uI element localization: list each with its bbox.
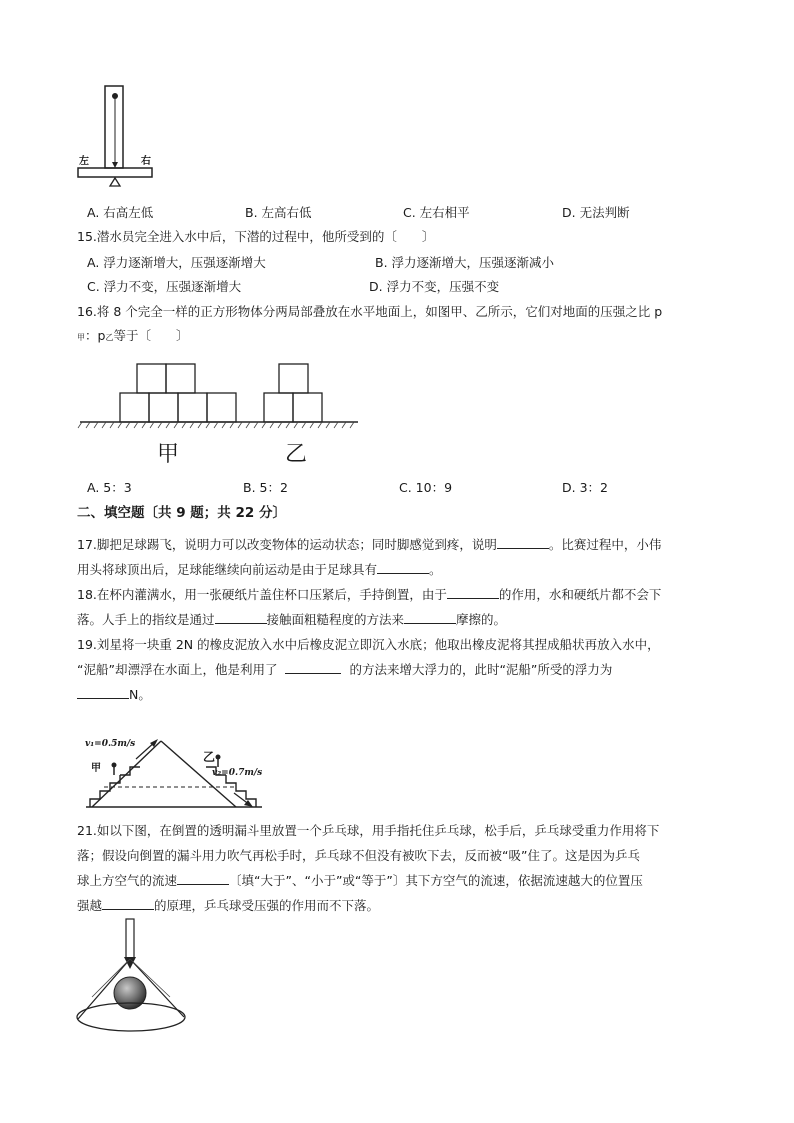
q15-option-b: B. 浮力逐渐增大，压强逐渐减小 xyxy=(375,255,555,270)
q16-sub-yi: 乙 xyxy=(105,333,114,342)
q14-option-d: D. 无法判断 xyxy=(562,205,630,220)
q16-ratio-sep: ：p xyxy=(85,328,106,343)
q19-blank-1[interactable] xyxy=(285,661,341,674)
fig14-right-label: 右 xyxy=(141,156,151,167)
q17-line1 xyxy=(77,535,661,555)
fig14-left-label: 左 xyxy=(79,156,89,167)
q18-text-e: 摩擦的。 xyxy=(456,612,507,627)
q18-line1 xyxy=(77,585,661,605)
q19-text-c: N。 xyxy=(129,687,151,702)
q14-option-c: C. 左右相平 xyxy=(403,205,470,220)
q21-text-b: 〔填“大于”、“小于”或“等于”〕其下方空气的流速，依据流速越大的位置压 xyxy=(229,873,643,888)
q15-option-c: C. 浮力不变，压强逐渐增大 xyxy=(87,279,242,294)
q19-line1: 19.刘星将一块重 2N 的橡皮泥放入水中后橡皮泥立即沉入水底；他取出橡皮泥将其捏成船状再放入水中， xyxy=(77,637,660,652)
q16-stem-line2 xyxy=(77,326,188,348)
q14-option-b: B. 左高右低 xyxy=(245,205,312,220)
q16-option-c: C. 10：9 xyxy=(399,480,453,495)
section-title: 二、填空题〔共 9 题；共 22 分〕 xyxy=(77,505,286,521)
fig20-v1-label: v₁=0.5m/s xyxy=(85,739,136,749)
q16-stem-end: 等于〔 〕 xyxy=(113,328,189,343)
q18-line2 xyxy=(77,610,506,630)
q16-stem-line1: 16.将 8 个完全一样的正方形物体分两局部叠放在水平地面上，如图甲、乙所示，它们对地面的压强之比 p xyxy=(77,304,663,319)
cubes-figure xyxy=(76,360,366,440)
fig16-label-yi: 乙 xyxy=(285,442,308,467)
q16-option-d: D. 3：2 xyxy=(562,480,608,495)
q15-option-a: A. 浮力逐渐增大，压强逐渐增大 xyxy=(87,255,266,270)
q17-text-d: 。 xyxy=(429,562,442,577)
q18-text-d: 接触面粗糙程度的方法来 xyxy=(266,612,405,627)
funnel-figure xyxy=(72,915,192,1035)
q17-blank-2[interactable] xyxy=(377,561,429,574)
q21-line3 xyxy=(77,871,643,891)
q21-text-c: 强越 xyxy=(77,898,103,913)
q17-blank-1[interactable] xyxy=(497,536,549,549)
q21-text-a: 球上方空气的流速 xyxy=(77,873,178,888)
q16-option-a: A. 5：3 xyxy=(87,480,132,495)
q21-blank-1[interactable] xyxy=(177,872,229,885)
q17-text-b: 。比赛过程中，小伟 xyxy=(548,537,662,552)
q18-blank-3[interactable] xyxy=(404,611,456,624)
q18-text-c: 落。人手上的指纹是通过 xyxy=(77,612,215,627)
q15-stem: 15.潜水员完全进入水中后，下潜的过程中，他所受到的〔 〕 xyxy=(77,229,435,244)
q17-line2 xyxy=(77,560,442,580)
fig20-v2-label: v₂=0.7m/s xyxy=(212,768,263,778)
fig16-label-jia: 甲 xyxy=(157,442,180,467)
q18-blank-1[interactable] xyxy=(447,586,499,599)
q15-option-d: D. 浮力不变，压强不变 xyxy=(369,279,500,294)
q19-text-a: “泥船”却漂浮在水面上，他是利用了 xyxy=(77,662,278,677)
q21-line4 xyxy=(77,896,379,916)
q19-line2 xyxy=(77,660,612,680)
q21-line2: 落；假设向倒置的漏斗用力吹气再松手时，乒乓球不但没有被吹下去，反而被“吸”住了。这是因为乒乓 xyxy=(77,848,640,863)
fig20-jia-label: 甲 xyxy=(91,763,101,774)
q14-option-a: A. 右高左低 xyxy=(87,205,154,220)
q17-text-a: 17.脚把足球踢飞，说明力可以改变物体的运动状态；同时脚感觉到疼，说明 xyxy=(77,537,497,552)
q21-line1: 21.如以下图，在倒置的透明漏斗里放置一个乒乓球，用手指托住乒乓球，松手后，乒乓球受重力作用将下 xyxy=(77,823,660,838)
q21-blank-2[interactable] xyxy=(102,897,154,910)
fig20-yi-label: 乙 xyxy=(203,750,216,764)
q17-text-c: 用头将球顶出后，足球能继续向前运动是由于足球具有 xyxy=(77,562,378,577)
q21-text-d: 的原理，乒乓球受压强的作用而不下落。 xyxy=(154,898,380,913)
q16-sub-jia: 甲 xyxy=(77,333,85,342)
q19-text-b: 的方法来增大浮力的，此时“泥船”所受的浮力为 xyxy=(349,662,613,677)
q16-option-b: B. 5：2 xyxy=(243,480,288,495)
q18-blank-2[interactable] xyxy=(215,611,267,624)
lever-figure xyxy=(72,82,162,194)
q19-line3 xyxy=(77,685,151,705)
q18-text-a: 18.在杯内灌满水，用一张硬纸片盖住杯口压紧后，手持倒置，由于 xyxy=(77,587,447,602)
q18-text-b: 的作用，水和硬纸片都不会下 xyxy=(498,587,662,602)
q19-blank-2[interactable] xyxy=(77,686,129,699)
